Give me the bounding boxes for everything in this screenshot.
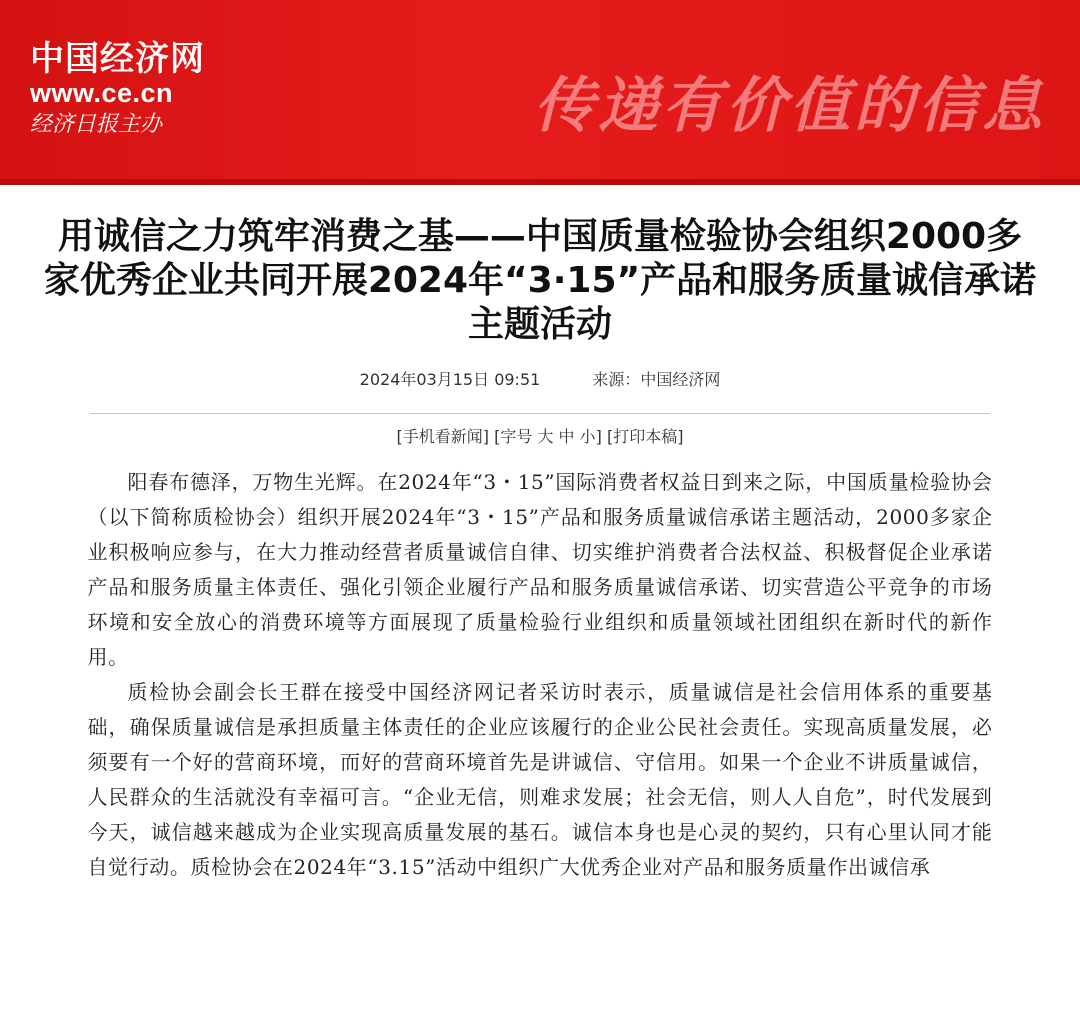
publish-date: 2024年03月15日 09:51 bbox=[359, 370, 541, 389]
article-tools bbox=[40, 424, 1040, 447]
font-large-button[interactable]: 大 bbox=[537, 427, 554, 446]
article-body bbox=[88, 465, 993, 885]
article-source: 来源：中国经济网 bbox=[592, 370, 721, 389]
font-medium-button[interactable]: 中 bbox=[558, 427, 575, 446]
font-size-label: [字号 bbox=[494, 427, 533, 446]
article bbox=[40, 215, 1040, 885]
logo-host: 经济日报主办 bbox=[30, 112, 163, 137]
print-link[interactable]: [打印本稿] bbox=[607, 427, 684, 446]
mobile-news-link[interactable]: [手机看新闻] bbox=[396, 427, 489, 446]
article-meta bbox=[40, 367, 1040, 390]
paragraph: 阳春布德泽，万物生光辉。在2024年“3・15”国际消费者权益日到来之际，中国质量检验协会（以下简称质检协会）组织开展2024年“3・15”产品和服务质量诚信承诺主题活动，2000多家企业积极响应参与，在大力推动经营者质量诚信自律、切实维护消费者合法权益、积极督促企业承诺产品和服务质量主体责任、强化引领企业履行产品和服务质量诚信承诺、切实营造公平竞争的市场环境和安全放心的消费环境等方面展现了质量检验行业组织和质量领域社团组织在新时代的新作用。 bbox=[87, 470, 993, 669]
font-small-button[interactable]: 小] bbox=[579, 427, 602, 446]
paragraph: 质检协会副会长王群在接受中国经济网记者采访时表示，质量诚信是社会信用体系的重要基础，确保质量诚信是承担质量主体责任的企业应该履行的企业公民社会责任。实现高质量发展，必须要有一个好的营商环境，而好的营商环境首先是讲诚信、守信用。如果一个企业不讲质量诚信，人民群众的生活就没有幸福可言。“企业无信，则难求发展；社会无信，则人人自危”，时代发展到今天，诚信越来越成为企业实现高质量发展的基石。诚信本身也是心灵的契约，只有心里认同才能自觉行动。质检协会在2024年“3.15”活动中组织广大优秀企业对产品和服务质量作出诚信承 bbox=[87, 680, 993, 879]
logo-name: 中国经济网 bbox=[30, 39, 205, 79]
divider bbox=[90, 413, 990, 414]
site-banner bbox=[0, 0, 1080, 185]
slogan: 传递有价值的信息 bbox=[534, 71, 1046, 141]
article-title: 用诚信之力筑牢消费之基——中国质量检验协会组织2000多家优秀企业共同开展2024年“3·15”产品和服务质量诚信承诺主题活动 bbox=[43, 216, 1037, 345]
site-logo[interactable] bbox=[30, 40, 205, 142]
logo-url: www.ce.cn bbox=[30, 78, 174, 108]
